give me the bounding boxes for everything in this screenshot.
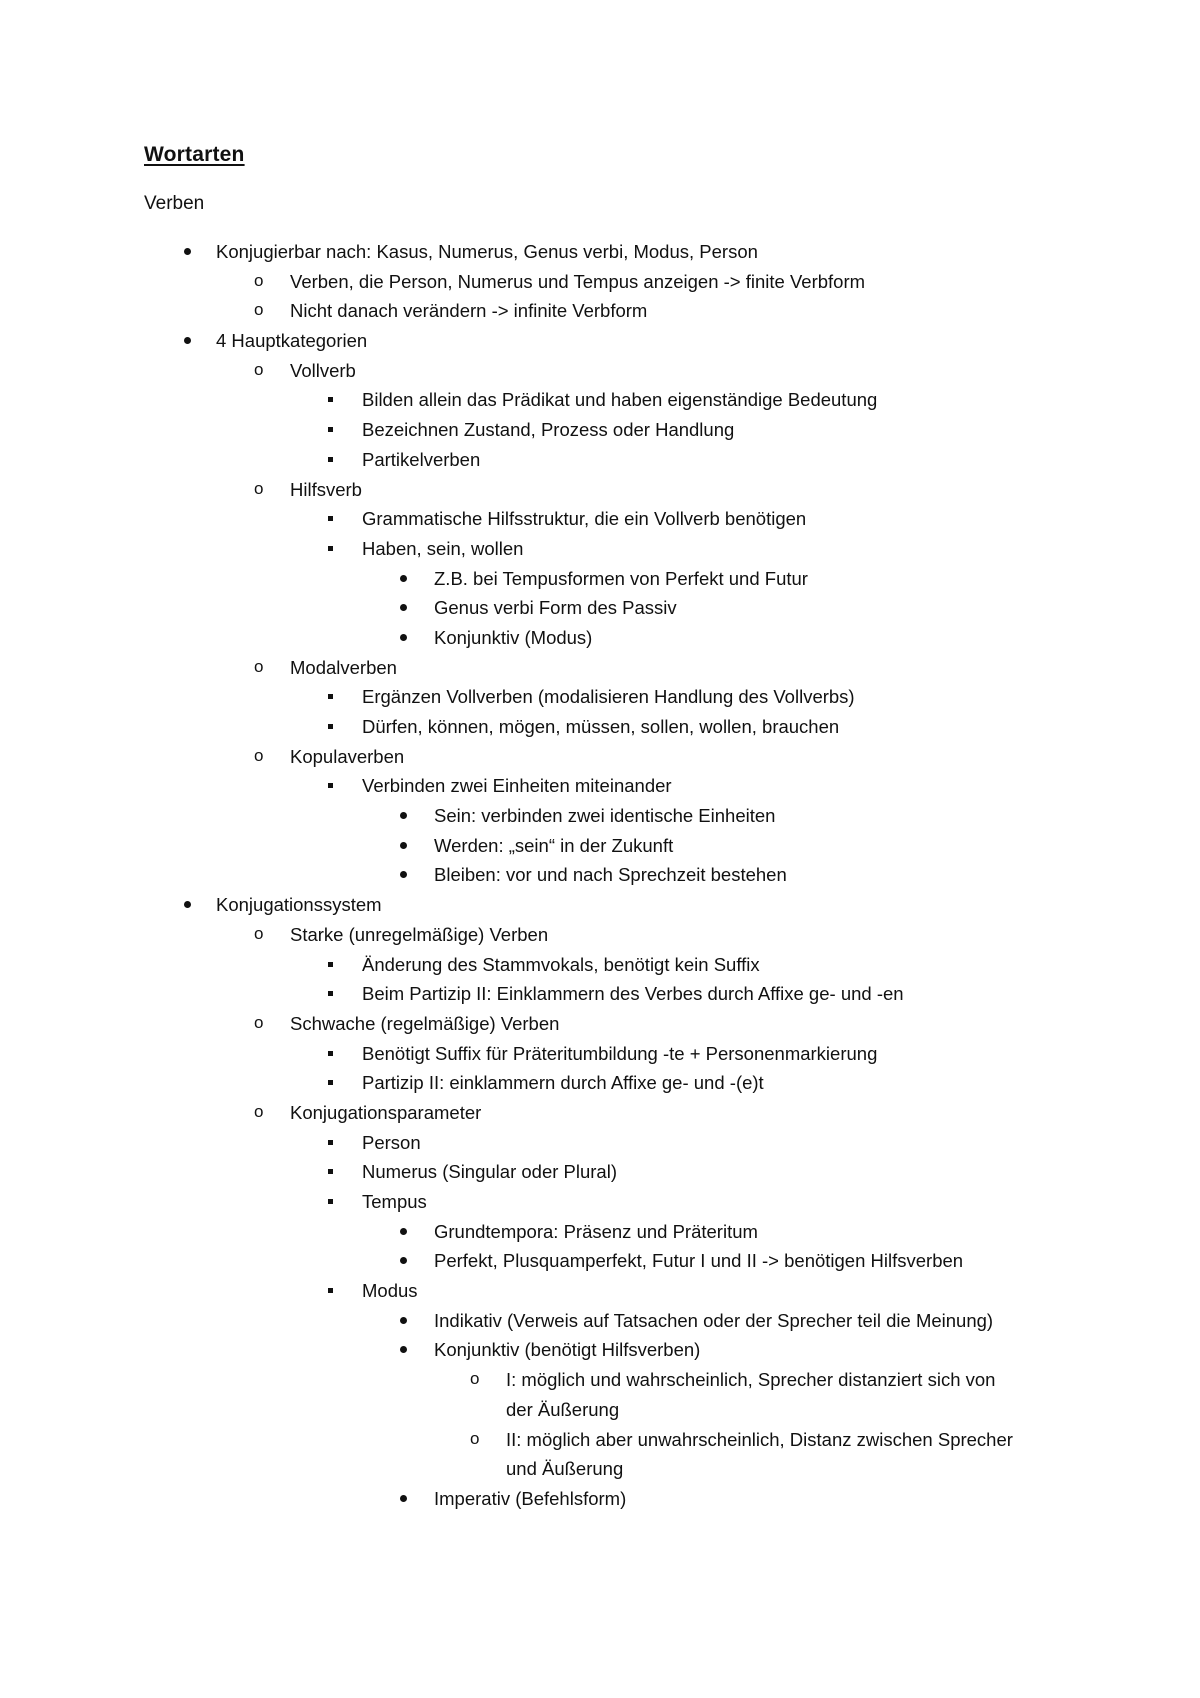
- list-item: [0, 1306, 1200, 1336]
- list-item-text: Konjugationsparameter: [290, 1101, 482, 1123]
- list-item-text: Bezeichnen Zustand, Prozess oder Handlung: [362, 419, 735, 441]
- list-item: [0, 237, 1200, 267]
- list-item-text: Konjugationssystem: [216, 894, 382, 916]
- list-item-text: Bilden allein das Prädikat und haben eigenständige Bedeutung: [362, 389, 878, 411]
- list-item: [0, 326, 1200, 356]
- list-item: [0, 1187, 1200, 1217]
- list-item: [0, 475, 1200, 505]
- list-item: [0, 831, 1200, 861]
- bullet-outline: [0, 237, 1200, 1514]
- list-item: [0, 742, 1200, 772]
- list-item-text: Person: [362, 1131, 421, 1153]
- list-item-text: der Äußerung: [506, 1398, 620, 1420]
- list-item-text: Imperativ (Befehlsform): [434, 1487, 627, 1509]
- list-item-text: Indikativ (Verweis auf Tatsachen oder der Sprecher teil die Meinung): [434, 1309, 994, 1331]
- list-item: [0, 1365, 1200, 1395]
- list-item-text: Nicht danach verändern -> infinite Verbform: [290, 300, 648, 322]
- list-item: [0, 593, 1200, 623]
- list-item-text: Verbinden zwei Einheiten miteinander: [362, 775, 672, 797]
- list-item: [0, 267, 1200, 297]
- list-item: [0, 1068, 1200, 1098]
- section-heading: Verben: [144, 193, 205, 214]
- list-item-text: Partikelverben: [362, 448, 481, 470]
- list-item: [0, 1039, 1200, 1069]
- list-item: [0, 564, 1200, 594]
- list-item: [0, 801, 1200, 831]
- list-item-text: Beim Partizip II: Einklammern des Verbes durch Affixe ge- und -en: [362, 983, 904, 1005]
- list-item: [0, 445, 1200, 475]
- list-item: [0, 653, 1200, 683]
- list-item-continuation: [0, 1395, 1200, 1425]
- list-item: [0, 1009, 1200, 1039]
- list-item-text: Benötigt Suffix für Präteritumbildung -te + Personenmarkierung: [362, 1042, 878, 1064]
- list-item: [0, 860, 1200, 890]
- list-item: [0, 712, 1200, 742]
- list-item: [0, 890, 1200, 920]
- list-item-text: Partizip II: einklammern durch Affixe ge- und -(e)t: [362, 1072, 764, 1094]
- list-item: [0, 1217, 1200, 1247]
- list-item-text: Z.B. bei Tempusformen von Perfekt und Futur: [434, 567, 808, 589]
- list-item: [0, 385, 1200, 415]
- list-item: [0, 623, 1200, 653]
- list-item: [0, 1246, 1200, 1276]
- list-item-text: Verben, die Person, Numerus und Tempus anzeigen -> finite Verbform: [290, 270, 866, 292]
- list-item-text: Starke (unregelmäßige) Verben: [290, 923, 549, 945]
- list-item: [0, 356, 1200, 386]
- list-item-text: Änderung des Stammvokals, benötigt kein Suffix: [362, 953, 760, 975]
- list-item-text: Modus: [362, 1280, 418, 1302]
- list-item-text: Haben, sein, wollen: [362, 537, 524, 559]
- list-item-text: Kopulaverben: [290, 745, 405, 767]
- list-item-text: Ergänzen Vollverben (modalisieren Handlung des Vollverbs): [362, 686, 855, 708]
- list-item-text: Konjunktiv (benötigt Hilfsverben): [434, 1339, 701, 1361]
- list-item: [0, 682, 1200, 712]
- list-item-text: II: möglich aber unwahrscheinlich, Distanz zwischen Sprecher: [506, 1428, 1013, 1450]
- list-item: [0, 979, 1200, 1009]
- list-item-text: Numerus (Singular oder Plural): [362, 1161, 617, 1183]
- list-item: [0, 771, 1200, 801]
- list-item: [0, 534, 1200, 564]
- list-item: [0, 296, 1200, 326]
- list-item-text: und Äußerung: [506, 1458, 624, 1480]
- list-item-text: Modalverben: [290, 656, 397, 678]
- list-item-text: Perfekt, Plusquamperfekt, Futur I und II -> benötigen Hilfsverben: [434, 1250, 964, 1272]
- list-item: [0, 1425, 1200, 1455]
- list-item-text: Schwache (regelmäßige) Verben: [290, 1012, 560, 1034]
- list-item-text: Tempus: [362, 1191, 427, 1212]
- list-item-text: Bleiben: vor und nach Sprechzeit bestehen: [434, 864, 787, 886]
- list-item-text: Dürfen, können, mögen, müssen, sollen, wollen, brauchen: [362, 716, 840, 737]
- list-item: [0, 1335, 1200, 1365]
- list-item-text: Hilfsverb: [290, 478, 362, 500]
- list-item-text: Grundtempora: Präsenz und Präteritum: [434, 1220, 758, 1242]
- list-item: [0, 415, 1200, 445]
- list-item: [0, 1484, 1200, 1514]
- list-item-text: Grammatische Hilfsstruktur, die ein Vollverb benötigen: [362, 508, 807, 530]
- list-item: [0, 950, 1200, 980]
- list-item-text: Konjunktiv (Modus): [434, 626, 593, 648]
- list-item-text: 4 Hauptkategorien: [216, 330, 368, 352]
- list-item-continuation: [0, 1454, 1200, 1484]
- list-item-text: Genus verbi Form des Passiv: [434, 597, 677, 619]
- list-item: [0, 1157, 1200, 1187]
- list-item-text: Werden: „sein“ in der Zukunft: [434, 834, 674, 856]
- list-item: [0, 1098, 1200, 1128]
- list-item: [0, 1276, 1200, 1306]
- page-title: Wortarten: [144, 143, 245, 166]
- list-item: [0, 504, 1200, 534]
- list-item-text: Vollverb: [290, 359, 356, 381]
- list-item: [0, 1128, 1200, 1158]
- list-item: [0, 920, 1200, 950]
- list-item-text: Sein: verbinden zwei identische Einheiten: [434, 805, 776, 827]
- list-item-text: Konjugierbar nach: Kasus, Numerus, Genus verbi, Modus, Person: [216, 241, 758, 262]
- list-item-text: I: möglich und wahrscheinlich, Sprecher distanziert sich von: [506, 1369, 996, 1391]
